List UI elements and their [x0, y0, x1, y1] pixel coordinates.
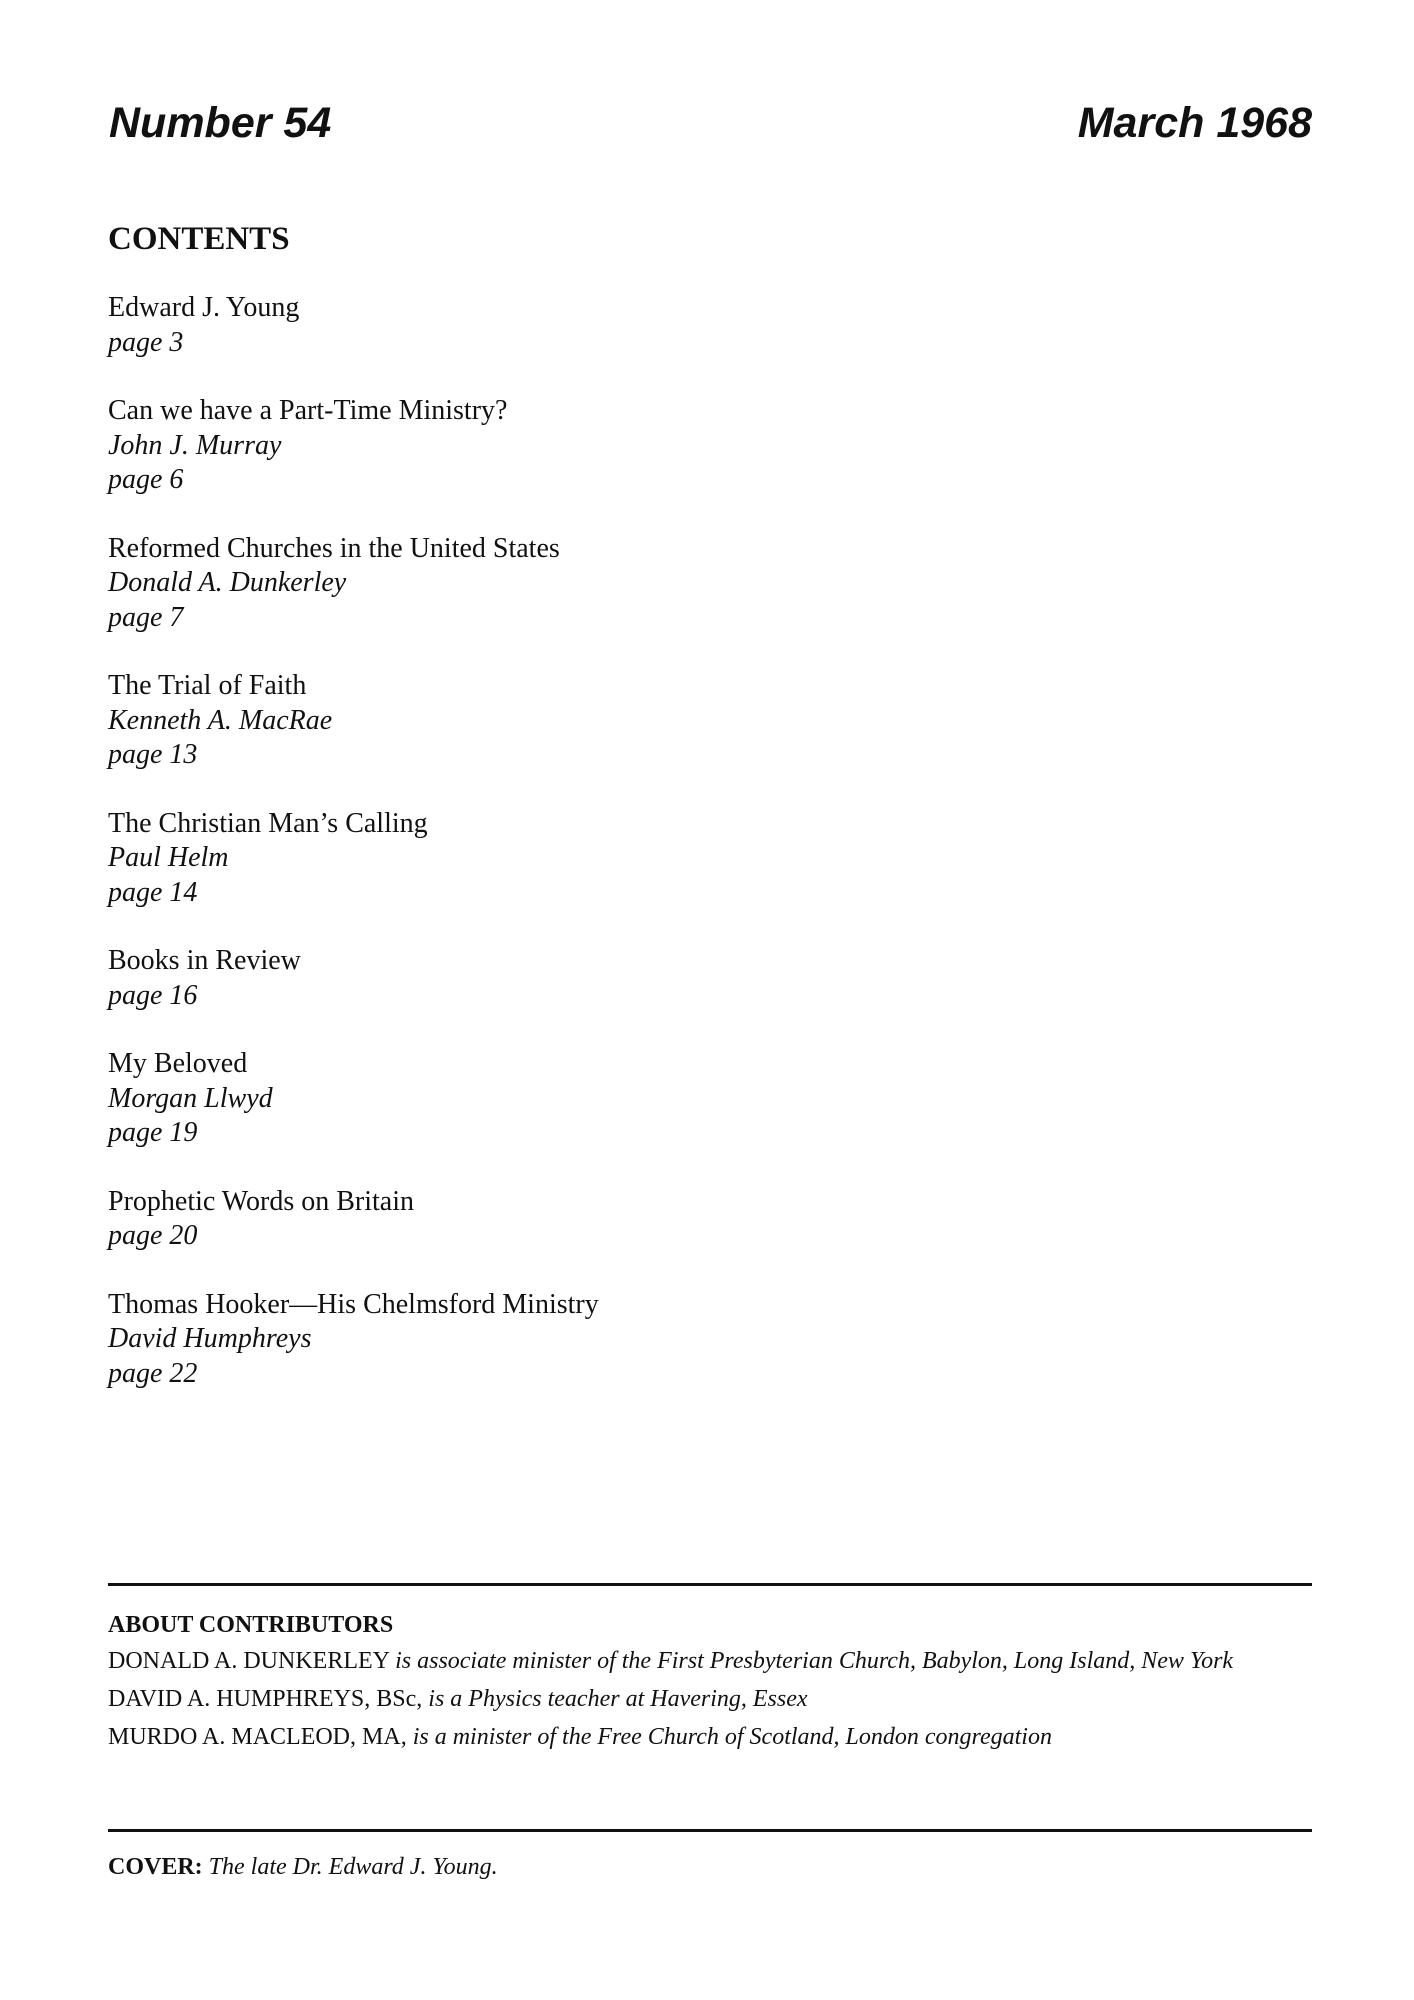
- toc-entry-title: Reformed Churches in the United States: [108, 532, 560, 564]
- toc-entry-thomas-hooker: [108, 1288, 1008, 1392]
- toc-entry-author: Donald A. Dunkerley: [108, 567, 347, 598]
- contributor-name: DAVID A. HUMPHREYS, BSc,: [108, 1686, 423, 1712]
- contributor-description: is a Physics teacher at Havering, Essex: [428, 1686, 808, 1712]
- toc-entry-edward-j-young: [108, 291, 1008, 360]
- issue-header: [109, 97, 1312, 149]
- toc-entry-christian-mans-calling: [108, 807, 1008, 911]
- contributor-name: MURDO A. MACLEOD, MA,: [108, 1724, 407, 1750]
- toc-entry-title: Thomas Hooker—His Chelmsford Ministry: [108, 1288, 599, 1320]
- toc-entry-page: page 19: [108, 1117, 198, 1148]
- toc-entry-page: page 14: [108, 876, 198, 908]
- toc-entry-page: page 13: [108, 739, 198, 770]
- issue-number: Number 54: [109, 99, 332, 147]
- toc-entry-title: Can we have a Part-Time Ministry?: [108, 395, 508, 426]
- toc-entry-title: Edward J. Young: [108, 292, 300, 323]
- toc-entry-author: Paul Helm: [108, 842, 229, 873]
- toc-entry-author: David Humphreys: [108, 1323, 312, 1354]
- divider-top: [108, 1583, 1312, 1586]
- toc-entry-title: The Trial of Faith: [108, 670, 307, 701]
- toc-entry-title: My Beloved: [108, 1048, 248, 1079]
- cover-label: COVER:: [108, 1854, 203, 1880]
- toc-entry-page: page 22: [108, 1357, 198, 1389]
- contents-title: CONTENTS: [108, 221, 290, 257]
- table-of-contents: [108, 291, 1008, 1425]
- toc-entry-page: page 16: [108, 979, 198, 1011]
- toc-entry-reformed-churches: [108, 532, 1008, 636]
- issue-date: March 1968: [1077, 99, 1312, 147]
- contributor-dunkerley: [108, 1646, 1312, 1677]
- cover-caption: [108, 1852, 498, 1883]
- toc-entry-books-in-review: [108, 944, 1008, 1013]
- toc-entry-author: John J. Murray: [108, 429, 282, 461]
- contributor-macleod: [108, 1722, 1312, 1753]
- toc-entry-author: Kenneth A. MacRae: [108, 704, 333, 736]
- contributor-humphreys: [108, 1684, 1312, 1715]
- contributor-description: is a minister of the Free Church of Scotland, London congregation: [412, 1724, 1052, 1750]
- divider-bottom: [108, 1829, 1312, 1832]
- contributor-name: DONALD A. DUNKERLEY: [108, 1648, 390, 1674]
- toc-entry-prophetic-words: [108, 1185, 1008, 1254]
- cover-text: The late Dr. Edward J. Young.: [208, 1854, 498, 1880]
- contributors-title: ABOUT CONTRIBUTORS: [108, 1612, 394, 1638]
- toc-entry-page: page 20: [108, 1220, 198, 1251]
- toc-entry-title: Books in Review: [108, 945, 301, 976]
- toc-entry-title: The Christian Man’s Calling: [108, 807, 428, 839]
- toc-entry-page: page 3: [108, 326, 184, 358]
- toc-entry-author: Morgan Llwyd: [108, 1082, 273, 1114]
- contributor-description: is associate minister of the First Presbyterian Church, Babylon, Long Island, New York: [395, 1648, 1234, 1674]
- toc-entry-page: page 6: [108, 464, 184, 495]
- about-contributors: [108, 1610, 1312, 1760]
- toc-entry-title: Prophetic Words on Britain: [108, 1185, 414, 1217]
- toc-entry-part-time-ministry: [108, 394, 1008, 498]
- toc-entry-my-beloved: [108, 1047, 1008, 1151]
- toc-entry-page: page 7: [108, 601, 184, 633]
- toc-entry-trial-of-faith: [108, 669, 1008, 773]
